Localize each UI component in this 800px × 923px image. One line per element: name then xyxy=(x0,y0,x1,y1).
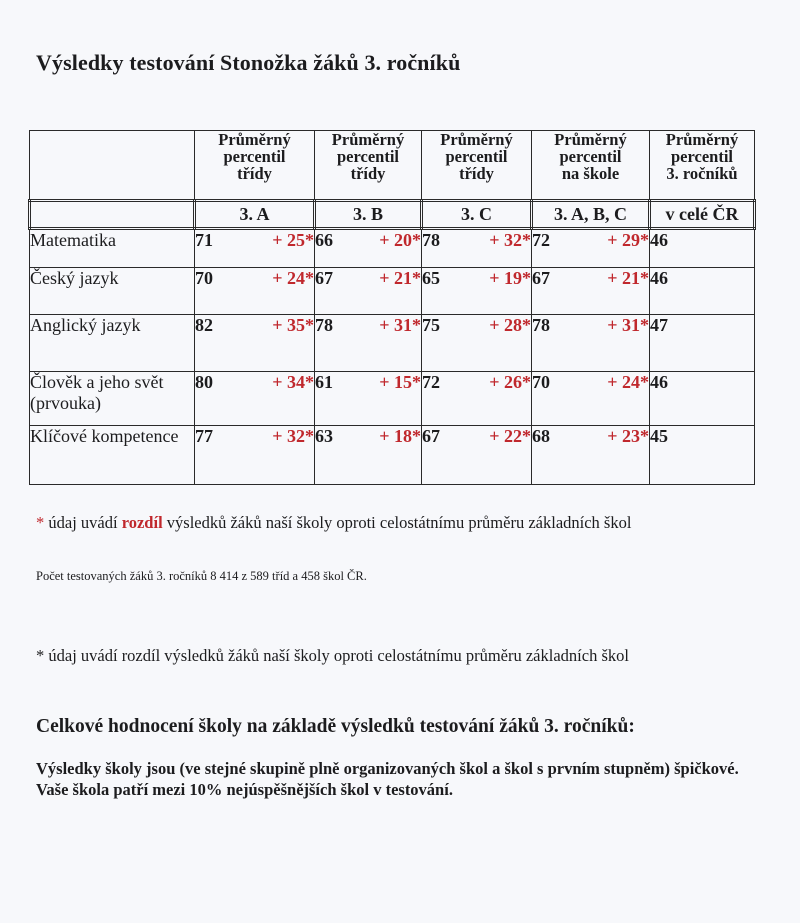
percentile-cell xyxy=(422,229,532,268)
difference-value: + 15* xyxy=(379,372,421,392)
percentile-value: 71 xyxy=(195,230,213,250)
percentile-cell xyxy=(422,268,532,315)
difference-value: + 18* xyxy=(379,426,421,446)
results-table xyxy=(28,130,756,485)
percentile-value: 80 xyxy=(195,372,213,392)
difference-value: + 26* xyxy=(489,372,531,392)
percentile-cell xyxy=(195,229,315,268)
percentile-value: 68 xyxy=(532,426,550,446)
percentile-value: 63 xyxy=(315,426,333,446)
footnote-text: údaj uvádí xyxy=(44,513,122,532)
percentile-cell xyxy=(422,372,532,426)
national-percentile-cell xyxy=(650,229,755,268)
subject-cell: Klíčové kompetence xyxy=(30,426,195,485)
percentile-value: 78 xyxy=(422,230,440,250)
difference-value: + 31* xyxy=(379,315,421,335)
percentile-cell xyxy=(195,426,315,485)
percentile-value: 67 xyxy=(532,268,550,288)
header-line: Průměrný xyxy=(440,130,513,149)
header-line: percentil xyxy=(445,147,508,166)
footnote-repeat: * údaj uvádí rozdíl výsledků žáků naší školy oproti celostátnímu průměru základních škol xyxy=(36,646,629,665)
header-cr xyxy=(650,131,755,201)
evaluation-title: Celkové hodnocení školy na základě výsledků testování žáků 3. ročníků: xyxy=(36,716,635,737)
percentile-value: 72 xyxy=(532,230,550,250)
table-row xyxy=(30,315,755,372)
percentile-cell xyxy=(315,315,422,372)
difference-value: + 21* xyxy=(379,268,421,288)
footnote-difference xyxy=(36,513,631,533)
header-3b xyxy=(315,131,422,201)
percentile-cell xyxy=(315,229,422,268)
percentile-cell xyxy=(195,372,315,426)
national-percentile-cell xyxy=(650,315,755,372)
difference-value: + 22* xyxy=(489,426,531,446)
footnote-text: výsledků žáků naší školy oproti celostátnímu průměru základních škol xyxy=(162,513,632,532)
difference-value: + 23* xyxy=(607,426,649,446)
subject-cell: Anglický jazyk xyxy=(30,315,195,372)
header-3c xyxy=(422,131,532,201)
difference-value: + 28* xyxy=(489,315,531,335)
percentile-value: 46 xyxy=(650,372,668,392)
asterisk: * xyxy=(36,513,45,532)
national-percentile-cell xyxy=(650,268,755,315)
percentile-value: 67 xyxy=(315,268,333,288)
header-line: 3. ročníků xyxy=(666,164,738,183)
table-row xyxy=(30,426,755,485)
percentile-value: 46 xyxy=(650,268,668,288)
table-row xyxy=(30,268,755,315)
percentile-value: 66 xyxy=(315,230,333,250)
table-row xyxy=(30,229,755,268)
percentile-cell xyxy=(532,372,650,426)
percentile-value: 45 xyxy=(650,426,668,446)
subject-cell: Matematika xyxy=(30,229,195,268)
difference-value: + 29* xyxy=(607,230,649,250)
difference-value: + 34* xyxy=(272,372,314,392)
table-row xyxy=(30,372,755,426)
header-line: percentil xyxy=(670,147,733,166)
percentile-cell xyxy=(195,268,315,315)
header-3a xyxy=(195,131,315,201)
difference-value: + 32* xyxy=(489,230,531,250)
header-line: třídy xyxy=(459,164,494,183)
percentile-value: 77 xyxy=(195,426,213,446)
percentile-value: 67 xyxy=(422,426,440,446)
header-line: třídy xyxy=(350,164,386,183)
difference-value: + 25* xyxy=(272,230,314,250)
national-percentile-cell xyxy=(650,372,755,426)
percentile-value: 70 xyxy=(532,372,550,392)
percentile-value: 72 xyxy=(422,372,440,392)
subheader-empty xyxy=(30,201,195,229)
header-line: na škole xyxy=(561,164,620,183)
header-school xyxy=(532,131,650,201)
difference-value: + 19* xyxy=(489,268,531,288)
national-percentile-cell xyxy=(650,426,755,485)
header-line: Průměrný xyxy=(554,130,627,149)
subheader-cr: v celé ČR xyxy=(650,201,755,229)
percentile-value: 70 xyxy=(195,268,213,288)
percentile-cell xyxy=(422,426,532,485)
percentile-value: 75 xyxy=(422,315,440,335)
subheader-3b: 3. B xyxy=(315,201,422,229)
percentile-cell xyxy=(195,315,315,372)
percentile-value: 46 xyxy=(650,230,668,250)
header-empty xyxy=(30,131,195,201)
header-line: Průměrný xyxy=(665,130,739,149)
subheader-row xyxy=(30,201,755,229)
subject-cell: Český jazyk xyxy=(30,268,195,315)
percentile-cell xyxy=(532,229,650,268)
difference-value: + 32* xyxy=(272,426,314,446)
percentile-value: 47 xyxy=(650,315,668,335)
difference-value: + 21* xyxy=(607,268,649,288)
tested-count: Počet testovaných žáků 3. ročníků 8 414 z 589 tříd a 458 škol ČR. xyxy=(36,569,367,583)
subheader-3c: 3. C xyxy=(422,201,532,229)
subject-cell: Člověk a jeho svět (prvouka) xyxy=(30,372,195,426)
percentile-value: 78 xyxy=(315,315,333,335)
difference-value: + 20* xyxy=(379,230,421,250)
highlight-rozdil: rozdíl xyxy=(121,513,163,532)
difference-value: + 35* xyxy=(272,315,314,335)
subheader-school: 3. A, B, C xyxy=(532,201,650,229)
percentile-value: 78 xyxy=(532,315,550,335)
page-title: Výsledky testování Stonožka žáků 3. ročníků xyxy=(36,50,461,75)
percentile-cell xyxy=(532,268,650,315)
percentile-value: 82 xyxy=(195,315,213,335)
percentile-cell xyxy=(532,426,650,485)
header-line: percentil xyxy=(223,147,286,166)
percentile-value: 65 xyxy=(422,268,440,288)
header-line: Průměrný xyxy=(331,130,405,149)
percentile-value: 61 xyxy=(315,372,333,392)
header-line: třídy xyxy=(237,164,272,183)
difference-value: + 24* xyxy=(607,372,649,392)
header-line: Průměrný xyxy=(218,130,291,149)
percentile-cell xyxy=(532,315,650,372)
evaluation-text: Výsledky školy jsou (ve stejné skupině plně organizovaných škol a škol s prvním stupněm) špičkové. Vaše škola patří mezi 10% nejúspěšnějších škol v testování. xyxy=(36,759,739,799)
percentile-cell xyxy=(422,315,532,372)
difference-value: + 24* xyxy=(272,268,314,288)
subheader-3a: 3. A xyxy=(195,201,315,229)
percentile-cell xyxy=(315,372,422,426)
percentile-cell xyxy=(315,426,422,485)
header-line: percentil xyxy=(559,147,622,166)
difference-value: + 31* xyxy=(607,315,649,335)
header-line: percentil xyxy=(336,147,399,166)
header-row xyxy=(30,131,755,201)
percentile-cell xyxy=(315,268,422,315)
